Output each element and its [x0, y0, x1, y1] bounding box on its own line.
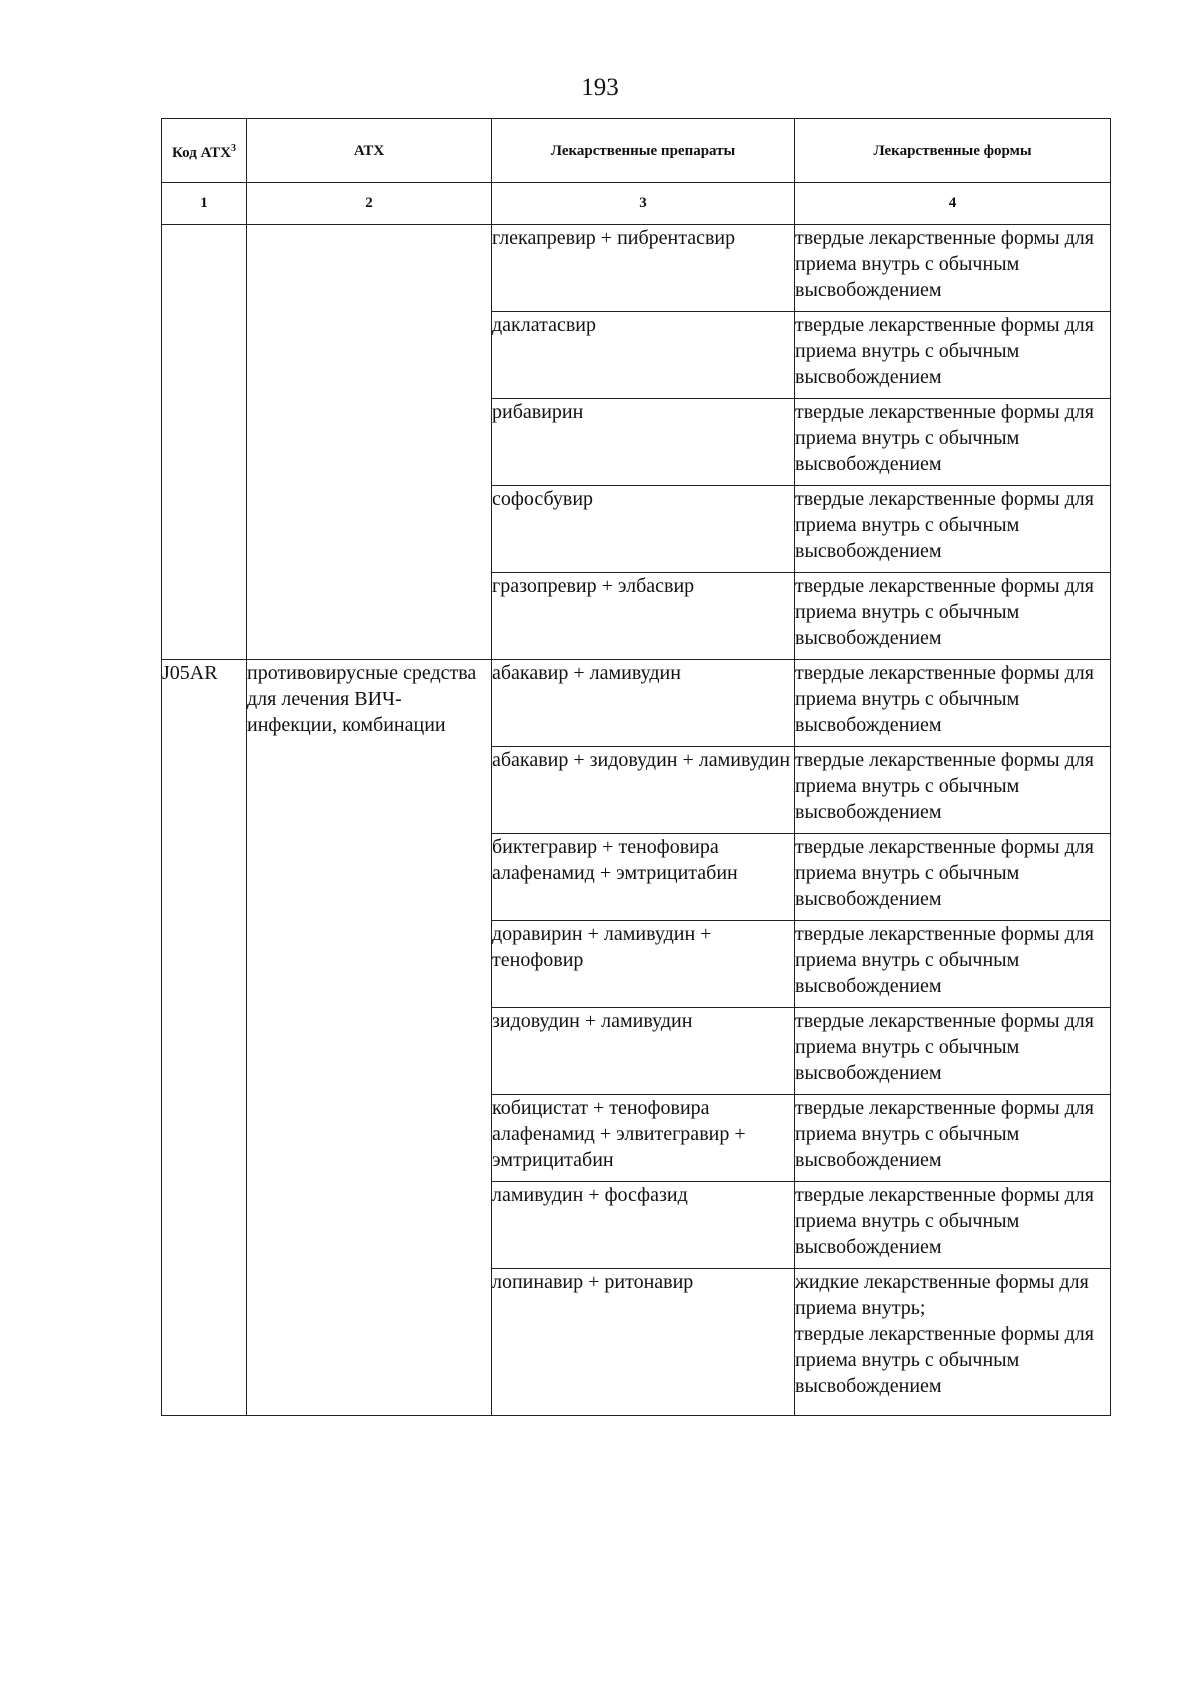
- atx-group-cell: [247, 225, 492, 660]
- header-code-label: Код АТХ: [172, 144, 231, 161]
- drug-form: твердые лекарственные формы для приема внутрь с обычным высвобождением: [795, 747, 1111, 834]
- column-number-row: [162, 183, 1111, 225]
- drug-name: софосбувир: [492, 486, 795, 573]
- page-number: 193: [581, 74, 619, 101]
- column-number-1: 1: [162, 183, 247, 225]
- drug-name: биктегравир + тенофовира алафенамид + эмтрицитабин: [492, 834, 795, 921]
- table-row: [162, 225, 1111, 312]
- drug-name: лопинавир + ритонавир: [492, 1269, 795, 1416]
- drug-form: твердые лекарственные формы для приема внутрь с обычным высвобождением: [795, 486, 1111, 573]
- drug-form: твердые лекарственные формы для приема внутрь с обычным высвобождением: [795, 573, 1111, 660]
- drug-name: даклатасвир: [492, 312, 795, 399]
- drug-form: [795, 1269, 1111, 1416]
- table-row: [162, 660, 1111, 747]
- drug-form-line: жидкие лекарственные формы для приема внутрь;: [795, 1271, 1089, 1319]
- drug-form: твердые лекарственные формы для приема внутрь с обычным высвобождением: [795, 1095, 1111, 1182]
- drug-name: глекапревир + пибрентасвир: [492, 225, 795, 312]
- drug-name: ламивудин + фосфазид: [492, 1182, 795, 1269]
- atx-group-cell: противовирусные средства для лечения ВИЧ-инфекции, комбинации: [247, 660, 492, 1416]
- drug-form: твердые лекарственные формы для приема внутрь с обычным высвобождением: [795, 399, 1111, 486]
- drug-name: гразопревир + элбасвир: [492, 573, 795, 660]
- drug-form-line: твердые лекарственные формы для приема внутрь с обычным высвобождением: [795, 1323, 1094, 1397]
- drug-name: рибавирин: [492, 399, 795, 486]
- drug-form: твердые лекарственные формы для приема внутрь с обычным высвобождением: [795, 834, 1111, 921]
- drug-name: абакавир + ламивудин: [492, 660, 795, 747]
- drug-form: твердые лекарственные формы для приема внутрь с обычным высвобождением: [795, 921, 1111, 1008]
- atx-code-cell: J05AR: [162, 660, 247, 1416]
- drug-name: доравирин + ламивудин + тенофовир: [492, 921, 795, 1008]
- column-number-2: 2: [247, 183, 492, 225]
- header-forms: Лекарственные формы: [795, 119, 1111, 183]
- drug-form: твердые лекарственные формы для приема внутрь с обычным высвобождением: [795, 225, 1111, 312]
- header-atx: АТХ: [247, 119, 492, 183]
- atx-code-cell: [162, 225, 247, 660]
- table-header-row: [162, 119, 1111, 183]
- drug-form: твердые лекарственные формы для приема внутрь с обычным высвобождением: [795, 1008, 1111, 1095]
- drug-name: зидовудин + ламивудин: [492, 1008, 795, 1095]
- header-drugs: Лекарственные препараты: [492, 119, 795, 183]
- drug-form: твердые лекарственные формы для приема внутрь с обычным высвобождением: [795, 1182, 1111, 1269]
- atx-drug-table: [161, 118, 1111, 1416]
- drug-form: твердые лекарственные формы для приема внутрь с обычным высвобождением: [795, 660, 1111, 747]
- column-number-4: 4: [795, 183, 1111, 225]
- drug-name: кобицистат + тенофовира алафенамид + элвитегравир + эмтрицитабин: [492, 1095, 795, 1182]
- drug-name: абакавир + зидовудин + ламивудин: [492, 747, 795, 834]
- drug-form: твердые лекарственные формы для приема внутрь с обычным высвобождением: [795, 312, 1111, 399]
- header-code-atx: [162, 119, 247, 183]
- column-number-3: 3: [492, 183, 795, 225]
- header-code-footnote: 3: [230, 142, 236, 154]
